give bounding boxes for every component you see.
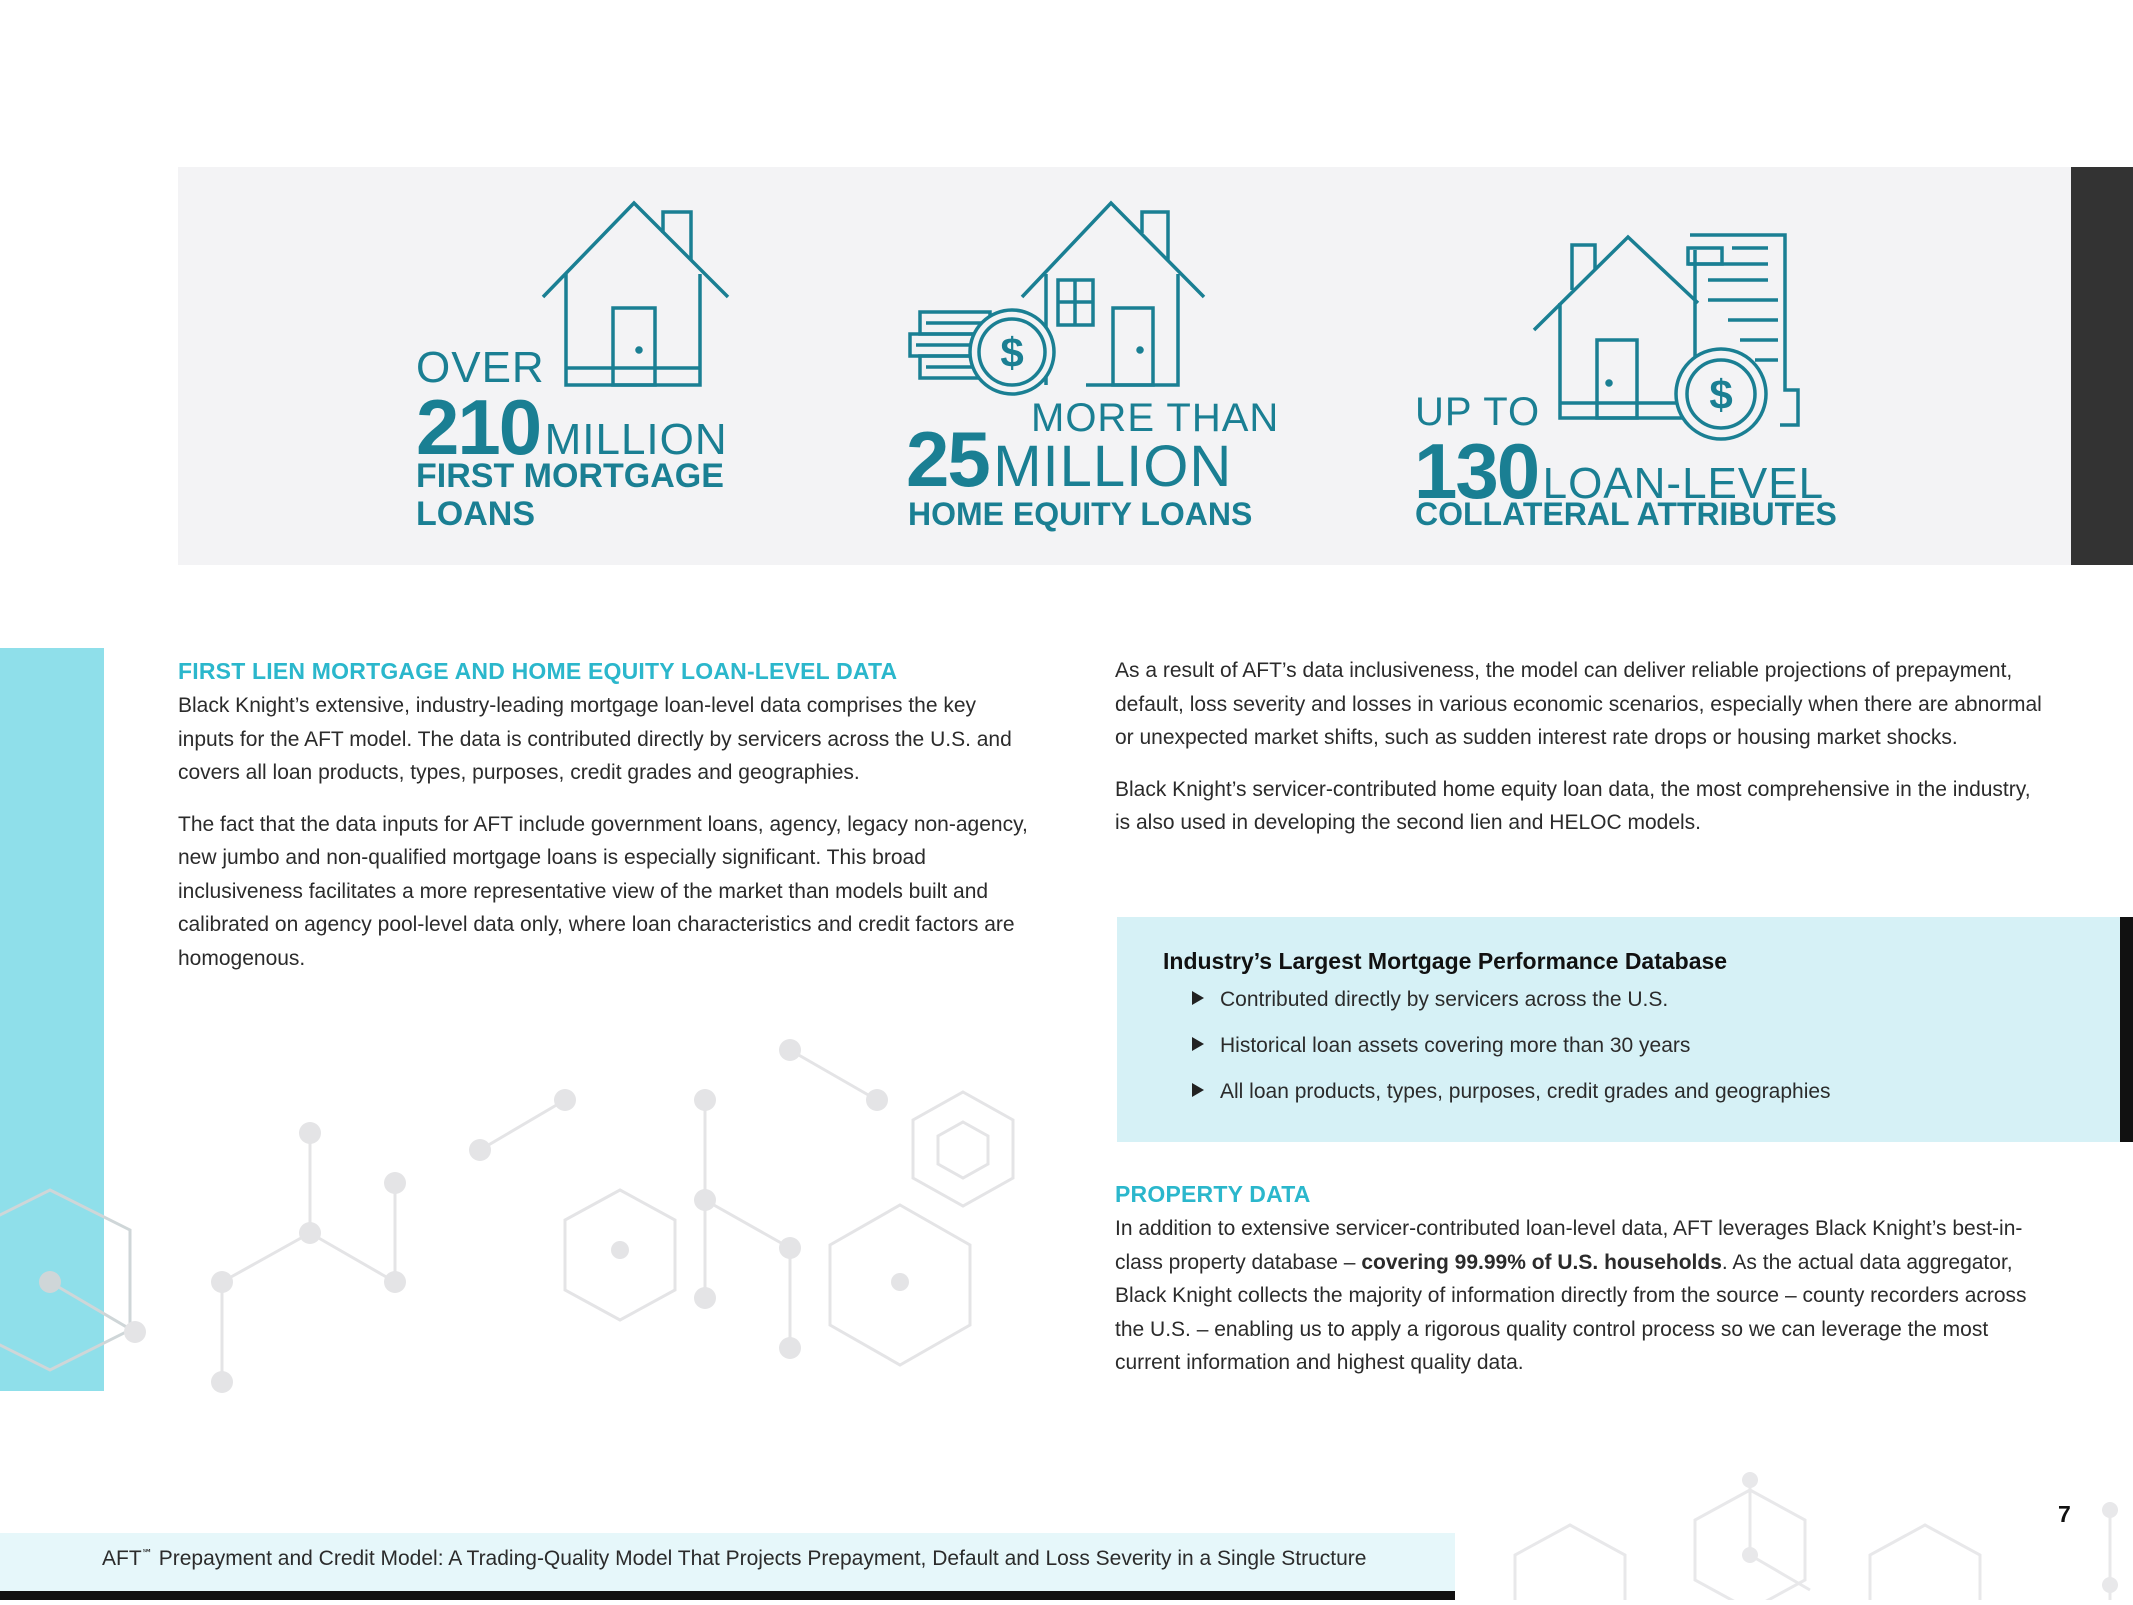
footer-molecule-decoration xyxy=(1500,1470,2133,1605)
stat-3-number: 130 xyxy=(1414,427,1539,515)
left-paragraph-2: The fact that the data inputs for AFT include government loans, agency, legacy non-agency, new jumbo and non-qualified mortgage loans is especially significant. This broad inclusiveness facilitates a more representative view of the market than models built and calibrated on agency pool-level data only, where loan characteristics and credit factors are homogenous. xyxy=(178,812,1028,970)
stat-2-number-line xyxy=(906,415,1233,503)
stat-3-unit: LOAN-LEVEL xyxy=(1542,459,1825,508)
stat-1-line4: LOANS xyxy=(416,495,535,533)
stat-3-line3: COLLATERAL ATTRIBUTES xyxy=(1415,496,1837,532)
stat-1-line3: FIRST MORTGAGE xyxy=(416,457,724,495)
right-column-text xyxy=(1115,654,2045,858)
property-data-heading: PROPERTY DATA xyxy=(1115,1181,1311,1207)
stat-2-number: 25 xyxy=(906,415,989,503)
stat-3-line1: UP TO xyxy=(1415,390,1541,434)
stat-1-line1: OVER xyxy=(416,343,545,392)
right-paragraph-1: As a result of AFT’s data inclusiveness, the model can deliver reliable projections of prepayment, default, loss severity and losses in various economic scenarios, especially when there are abnormal or unexpected market shifts, such as sudden interest rate drops or housing market shocks. xyxy=(1115,659,2042,749)
stat-2-unit: MILLION xyxy=(993,434,1233,499)
left-paragraph-1: Black Knight’s extensive, industry-leading mortgage loan-level data comprises the key inputs for the AFT model. The data is contributed directly by servicers across the U.S. and covers all loan products, types, purposes, credit grades and geographies. xyxy=(178,694,1012,784)
bullet-triangle-icon xyxy=(1192,991,1204,1005)
callout-bullet: Contributed directly by servicers across the U.S. xyxy=(1192,988,1668,1012)
house-cash-icon xyxy=(906,200,1206,405)
stat-2-line3: HOME EQUITY LOANS xyxy=(908,496,1253,532)
dollar-symbol: $ xyxy=(1000,329,1024,376)
page-number: 7 xyxy=(2058,1501,2071,1527)
callout-title: Industry’s Largest Mortgage Performance Database xyxy=(1163,948,1728,974)
stat-1-unit: MILLION xyxy=(544,415,728,464)
dollar-symbol: $ xyxy=(1709,371,1733,418)
property-data-text: In addition to extensive servicer-contributed loan-level data, AFT leverages Black Knight’s best-in-class property database – covering 99.99% of U.S. households. As the actual data aggregator, Black Knight collects the majority of information directly from the source – county recorders across the U.S. – enabling us to apply a rigorous quality control process so we can leverage the most current information and highest quality data. xyxy=(1115,1217,2027,1374)
stat-2-prefix: MORE THAN xyxy=(1031,396,1280,440)
bullet-triangle-icon xyxy=(1192,1083,1204,1097)
callout-edge xyxy=(2120,917,2133,1142)
footer-rule xyxy=(0,1591,1455,1600)
stat-1-number-line xyxy=(416,383,728,471)
property-coverage-highlight: covering 99.99% of U.S. households xyxy=(1361,1250,1722,1274)
banner-side-bar xyxy=(2071,167,2133,565)
loan-data-heading: FIRST LIEN MORTGAGE AND HOME EQUITY LOAN-LEVEL DATA xyxy=(178,658,898,684)
callout-bullet: Historical loan assets covering more than 30 years xyxy=(1192,1034,1690,1058)
left-column-text xyxy=(178,689,1028,993)
house-icon xyxy=(538,200,738,395)
callout-bullet: All loan products, types, purposes, credit grades and geographies xyxy=(1192,1080,1831,1104)
house-document-icon xyxy=(1530,230,1810,455)
stat-1-number: 210 xyxy=(416,383,541,471)
footer-title: AFT℠ Prepayment and Credit Model: A Trading-Quality Model That Projects Prepayment, Default and Loss Severity in a Single Structure xyxy=(102,1547,1367,1570)
molecule-decoration xyxy=(0,1020,1100,1425)
bullet-triangle-icon xyxy=(1192,1037,1204,1051)
right-paragraph-2: Black Knight’s servicer-contributed home equity loan data, the most comprehensive in the industry, is also used in developing the second lien and HELOC models. xyxy=(1115,777,2031,834)
